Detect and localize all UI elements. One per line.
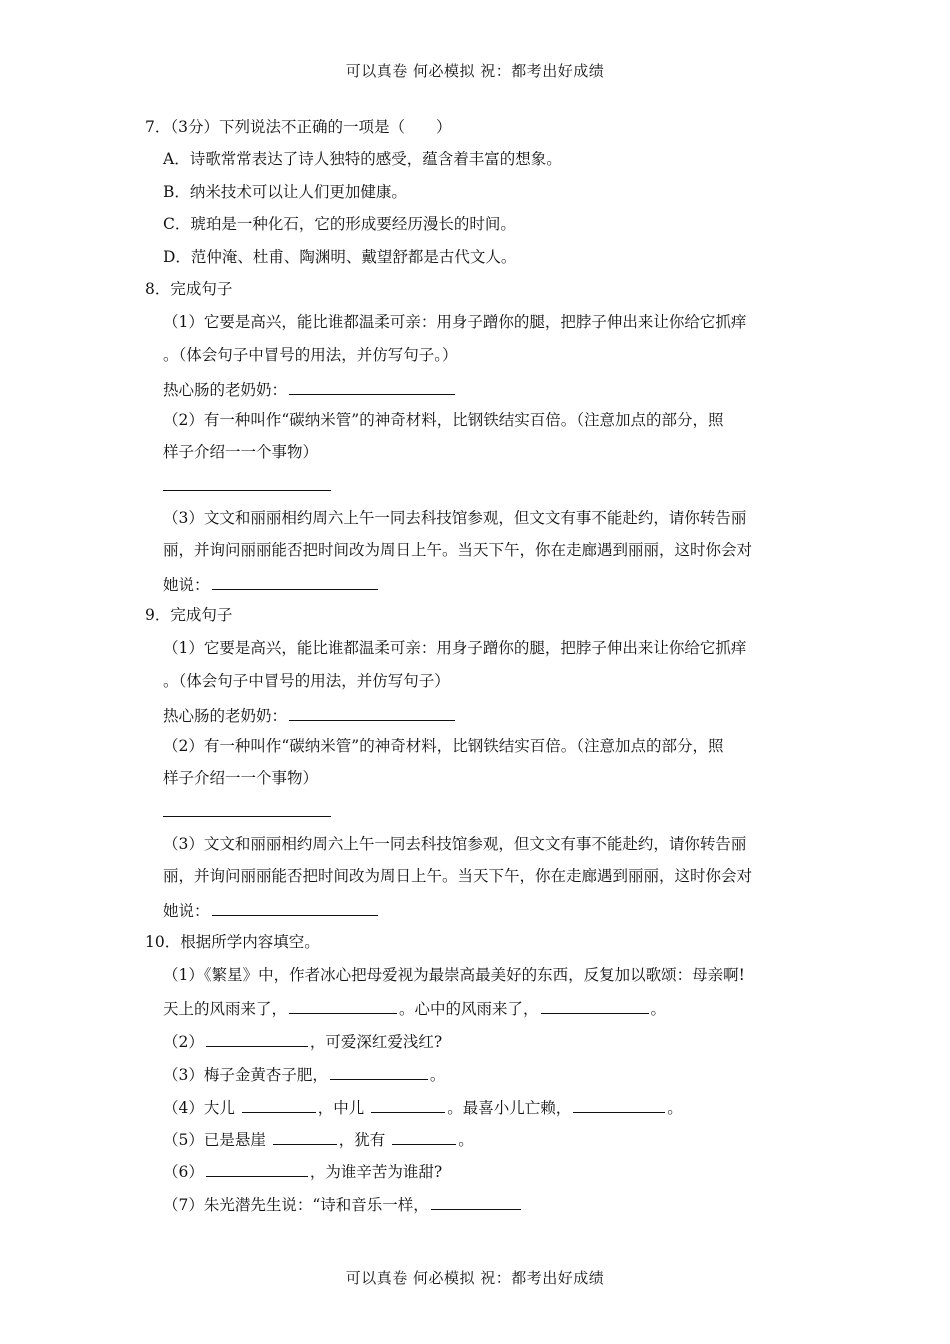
q10-stem: 10．根据所学内容填空。 — [145, 933, 320, 951]
q10-s4-text-c: 。最喜小儿亡赖， — [447, 1099, 572, 1117]
q10-s5-blank-2[interactable] — [392, 1128, 456, 1145]
q8-s2-line2: 样子介绍一一个事物） — [163, 443, 319, 461]
q10-s1-blank-1[interactable] — [289, 997, 397, 1014]
q10-s2-line — [163, 1030, 442, 1052]
q9-s2-answer-line — [163, 800, 331, 822]
q9-s3-answer-blank[interactable] — [212, 899, 378, 916]
q7-option-c: C．琥珀是一种化石，它的形成要经历漫长的时间。 — [163, 215, 516, 233]
q8-s3-answer-blank[interactable] — [212, 573, 378, 590]
q8-stem: 8．完成句子 — [145, 280, 233, 298]
q9-s1-line2: 。（体会句子中冒号的用法，并仿写句子） — [163, 672, 450, 690]
q10-s1-line1: （1）《繁星》中，作者冰心把母爱视为最崇高最美好的东西，反复加以歌颂：母亲啊! — [163, 966, 745, 984]
q10-s1-line2 — [163, 997, 666, 1019]
q10-s6-text: ，为谁辛苦为谁甜? — [309, 1163, 443, 1181]
q9-s3-prompt: 她说： — [163, 902, 210, 920]
q9-s2-line1: （2）有一种叫作“碳纳米管”的神奇材料，比钢铁结实百倍。（注意加点的部分，照 — [163, 737, 724, 755]
q10-s5-blank-1[interactable] — [273, 1128, 337, 1145]
q10-s5-line — [163, 1128, 474, 1150]
q8-s1-line2: 。（体会句子中冒号的用法，并仿写句子。） — [163, 346, 458, 364]
q9-s1-prompt: 热心肠的老奶奶： — [163, 707, 288, 725]
q8-s1-line3 — [163, 378, 457, 400]
q8-s3-line3 — [163, 573, 380, 595]
q9-s2-answer-blank[interactable] — [163, 800, 331, 817]
q7-option-d: D．范仲淹、杜甫、陶渊明、戴望舒都是古代文人。 — [163, 248, 517, 266]
q10-s3-end: 。 — [429, 1066, 446, 1084]
q8-s3-line2: 丽，并询问丽丽能否把时间改为周日上午。当天下午，你在走廊遇到丽丽，这时你会对 — [163, 541, 753, 559]
q9-s1-line3 — [163, 704, 457, 726]
q9-s1-answer-blank[interactable] — [289, 704, 455, 721]
q10-s7-line — [163, 1193, 523, 1215]
q8-s2-answer-blank[interactable] — [163, 474, 331, 491]
q10-s7-text: （7）朱光潜先生说：“诗和音乐一样， — [163, 1196, 429, 1214]
q9-s3-line2: 丽，并询问丽丽能否把时间改为周日上午。当天下午，你在走廊遇到丽丽，这时你会对 — [163, 867, 753, 885]
q7-stem: 7．（3分）下列说法不正确的一项是（ ） — [145, 118, 452, 136]
q10-s3-blank[interactable] — [330, 1063, 428, 1080]
q10-s4-end: 。 — [667, 1099, 683, 1117]
q10-s1-text-c: 。 — [650, 1000, 667, 1018]
q10-s6-num: （6） — [163, 1163, 204, 1181]
q10-s4-blank-3[interactable] — [573, 1096, 665, 1113]
page-header: 可以真卷 何必模拟 祝：都考出好成绩 — [345, 62, 605, 80]
q10-s2-text: ，可爱深红爱浅红? — [309, 1033, 443, 1051]
q8-s1-prompt: 热心肠的老奶奶： — [163, 381, 288, 399]
q8-s3-prompt: 她说： — [163, 576, 210, 594]
q10-s4-line — [163, 1096, 683, 1118]
q8-s2-answer-line — [163, 474, 331, 496]
page-footer: 可以真卷 何必模拟 祝：都考出好成绩 — [345, 1269, 605, 1287]
q10-s5-text-a: （5）已是悬崖 — [163, 1131, 271, 1149]
q10-s1-text-a: 天上的风雨来了， — [163, 1000, 288, 1018]
q10-s4-blank-1[interactable] — [242, 1096, 316, 1113]
q10-s7-blank[interactable] — [431, 1193, 521, 1210]
q10-s3-line — [163, 1063, 445, 1085]
q10-s4-blank-2[interactable] — [371, 1096, 445, 1113]
q10-s6-line — [163, 1160, 442, 1182]
q7-option-b: B．纳米技术可以让人们更加健康。 — [163, 183, 407, 201]
q8-s2-line1: （2）有一种叫作“碳纳米管”的神奇材料，比钢铁结实百倍。（注意加点的部分，照 — [163, 411, 724, 429]
q10-s1-blank-2[interactable] — [541, 997, 649, 1014]
q7-option-a: A．诗歌常常表达了诗人独特的感受，蕴含着丰富的想象。 — [163, 150, 562, 168]
q8-s3-line1: （3）文文和丽丽相约周六上午一同去科技馆参观，但文文有事不能赴约，请你转告丽 — [163, 509, 747, 527]
q10-s5-text-b: ，犹有 — [338, 1131, 391, 1149]
q10-s1-text-b: 。心中的风雨来了， — [399, 1000, 539, 1018]
q9-stem: 9．完成句子 — [145, 606, 233, 624]
q9-s3-line3 — [163, 899, 380, 921]
q10-s3-text: （3）梅子金黄杏子肥， — [163, 1066, 328, 1084]
q10-s4-text-b: ，中儿 — [317, 1099, 370, 1117]
q10-s6-blank[interactable] — [206, 1160, 308, 1177]
q10-s4-text-a: （4）大儿 — [163, 1099, 240, 1117]
q10-s2-num: （2） — [163, 1033, 204, 1051]
q9-s2-line2: 样子介绍一一个事物） — [163, 769, 319, 787]
q10-s2-blank[interactable] — [206, 1030, 308, 1047]
q9-s1-line1: （1）它要是高兴，能比谁都温柔可亲：用身子蹭你的腿，把脖子伸出来让你给它抓痒 — [163, 639, 747, 657]
q8-s1-line1: （1）它要是高兴，能比谁都温柔可亲：用身子蹭你的腿，把脖子伸出来让你给它抓痒 — [163, 313, 747, 331]
q8-s1-answer-blank[interactable] — [289, 378, 455, 395]
q10-s5-end: 。 — [458, 1131, 474, 1149]
q9-s3-line1: （3）文文和丽丽相约周六上午一同去科技馆参观，但文文有事不能赴约，请你转告丽 — [163, 835, 747, 853]
